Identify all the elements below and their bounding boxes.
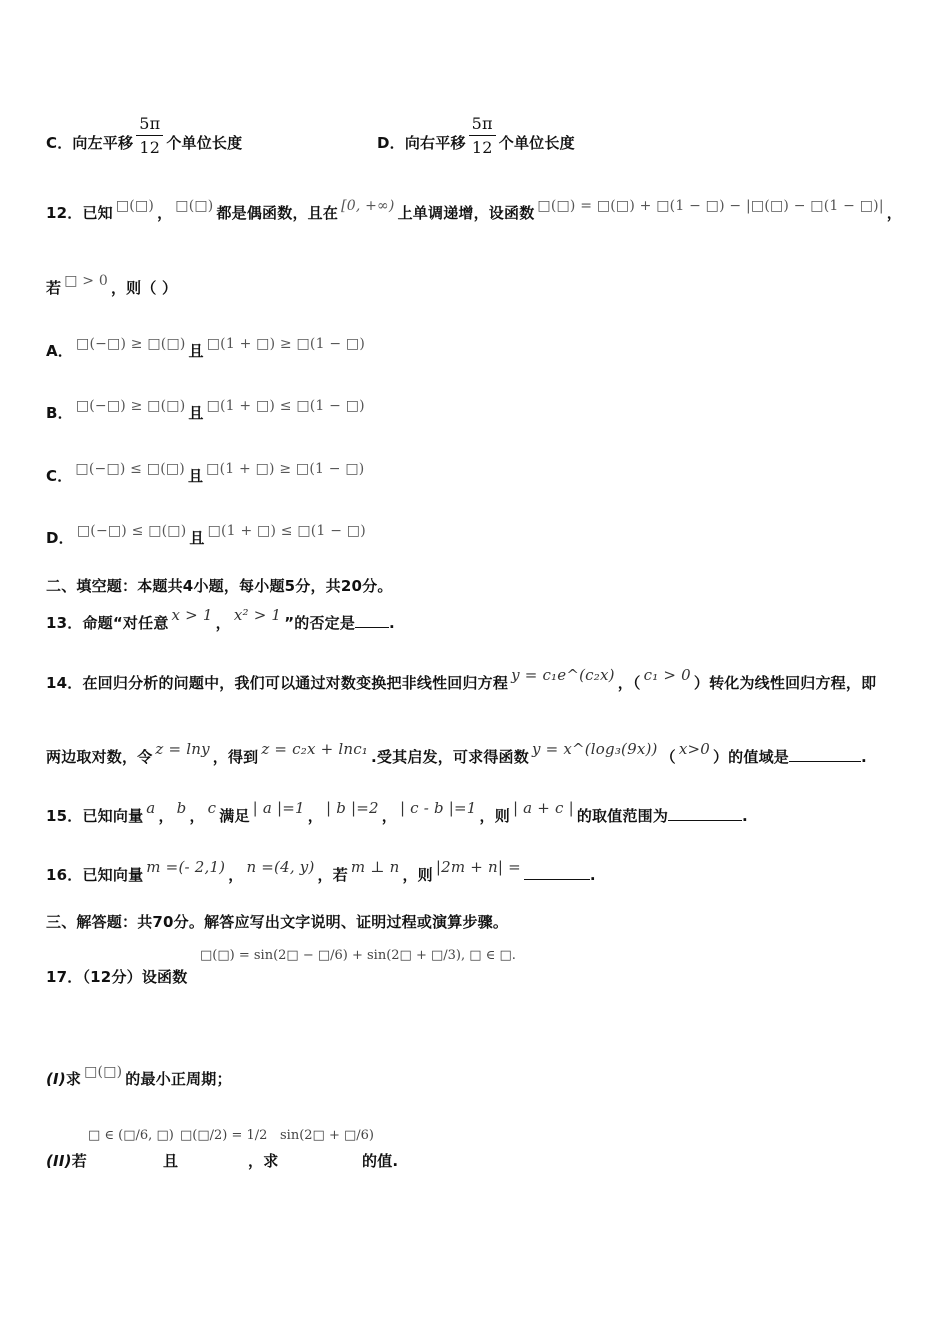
q12-option-c: C． □(−□) ≤ □(□) 且 □(1 + □) ≥ □(1 − □) <box>46 461 365 485</box>
q17-part-2: (II)若 <box>46 1152 87 1170</box>
q14-condition-2: x>0 <box>678 740 710 758</box>
q16-vector-n: n =(4, y) <box>246 858 315 876</box>
q17-part-1: (I)求 □(□) 的最小正周期； <box>46 1064 232 1088</box>
q15-condition-1: | a |=1 <box>252 799 305 817</box>
q16-vector-m: m =(- 2,1) <box>146 858 226 876</box>
q15-vector-a: a <box>146 799 156 817</box>
q17-part-2-condition-2: □(□/2) = 1/2 <box>180 1128 268 1143</box>
q15: 15．已知向量 a ， b ， c 满足 | a |=1 ， | b |=2 ， | c - b |=1 ，则 | a + c | 的取值范围为 . <box>46 799 748 825</box>
q15-expression: | a + c | <box>512 799 574 817</box>
q14-equation-3: z = c₂x + lnc₁ <box>261 740 369 758</box>
q12-option-b: B． □(−□) ≥ □(□) 且 □(1 + □) ≤ □(1 − □) <box>46 398 365 422</box>
q14-line-1: 14．在回归分析的问题中，我们可以通过对数变换把非线性回归方程 y = c₁e^(c₂x) ，（ c₁ > 0 ）转化为线性回归方程，即 <box>46 666 877 692</box>
q11-option-d-label: D．向右平移 <box>377 134 466 152</box>
q11-option-d <box>377 114 575 165</box>
q15-answer-blank <box>668 806 742 821</box>
q14-equation-4: y = x^(log₃(9x)) <box>531 740 658 758</box>
q13-formula-2: x² > 1 <box>233 606 282 624</box>
q14-equation-2: z = lny <box>155 740 210 758</box>
section-2-heading: 二、填空题：本题共4小题，每小题5分，共20分。 <box>46 577 393 595</box>
q12-interval: [0, +∞) <box>341 198 395 214</box>
q11-option-c <box>46 114 243 165</box>
q16-answer-blank <box>524 865 590 880</box>
q12-g-formula: □(□) <box>175 198 214 214</box>
q15-vector-b: b <box>176 799 187 817</box>
q12-condition-formula: □ > 0 <box>64 273 108 289</box>
q12-f-formula: □(□) <box>115 198 155 214</box>
q17-part-2-condition-1: □ ∈ (□/6, □) <box>88 1128 174 1143</box>
q12-stem: 12．已知 □(□) ， □(□) 都是偶函数，且在 [0, +∞) 上单调递增，设函数 □(□) = □(□) + □(1 − □) − |□(□) − □(1 − □)| ， <box>46 198 902 222</box>
q15-condition-3: | c - b |=1 <box>399 799 477 817</box>
q16-expression: |2m + n| = <box>435 858 521 876</box>
q16: 16．已知向量 m =(- 2,1) ， n =(4, y) ，若 m ⊥ n ，则 |2m + n| = . <box>46 858 596 884</box>
q12-option-a: A． □(−□) ≥ □(□) 且 □(1 + □) ≥ □(1 − □) <box>46 336 366 360</box>
q17-part-2-suffix: 的值. <box>362 1152 399 1170</box>
q17-part-1-formula: □(□) <box>84 1064 123 1080</box>
q11-option-d-fraction: $\frac{5\pi}{12}$ <box>469 114 496 157</box>
q11-option-d-suffix: 个单位长度 <box>498 134 575 152</box>
q12-condition: 若 □ > 0 ，则（ ） <box>46 273 178 297</box>
q15-vector-c: c <box>207 799 217 817</box>
q14-answer-blank <box>789 747 861 762</box>
q17-part-2-sep: ，求 <box>248 1152 279 1170</box>
q17-stem: 17．（12分）设函数 <box>46 968 188 986</box>
q12-definition: □(□) = □(□) + □(1 − □) − |□(□) − □(1 − □)| <box>537 198 884 214</box>
q12-option-d: D． □(−□) ≤ □(□) 且 □(1 + □) ≤ □(1 − □) <box>46 523 366 547</box>
q14-line-2: 两边取对数，令 z = lny ，得到 z = c₂x + lnc₁ .受其启发，可求得函数 y = x^(log₃(9x)) （ x>0 ）的值域是 . <box>46 740 867 766</box>
q11-option-c-suffix: 个单位长度 <box>166 134 243 152</box>
q17-part-2-expression: sin(2□ + □/6) <box>280 1128 374 1143</box>
q16-perpendicular: m ⊥ n <box>350 858 400 876</box>
section-3-heading: 三、解答题：共70分。解答应写出文字说明、证明过程或演算步骤。 <box>46 913 509 931</box>
q15-condition-2: | b |=2 <box>325 799 379 817</box>
q13: 13．命题“对任意 x > 1 ， x² > 1 ”的否定是 . <box>46 606 395 632</box>
q17-part-2-and: 且 <box>163 1152 179 1170</box>
q14-condition: c₁ > 0 <box>643 666 691 684</box>
q11-option-c-fraction: $\frac{5\pi}{12}$ <box>136 114 163 157</box>
q17-function-formula: □(□) = sin(2□ − □/6) + sin(2□ + □/3), □ ∈ □. <box>200 948 516 963</box>
q14-equation-1: y = c₁e^(c₂x) <box>511 666 615 684</box>
q13-formula-1: x > 1 <box>171 606 213 624</box>
q11-option-c-label: C．向左平移 <box>46 134 134 152</box>
q13-answer-blank <box>355 613 389 628</box>
